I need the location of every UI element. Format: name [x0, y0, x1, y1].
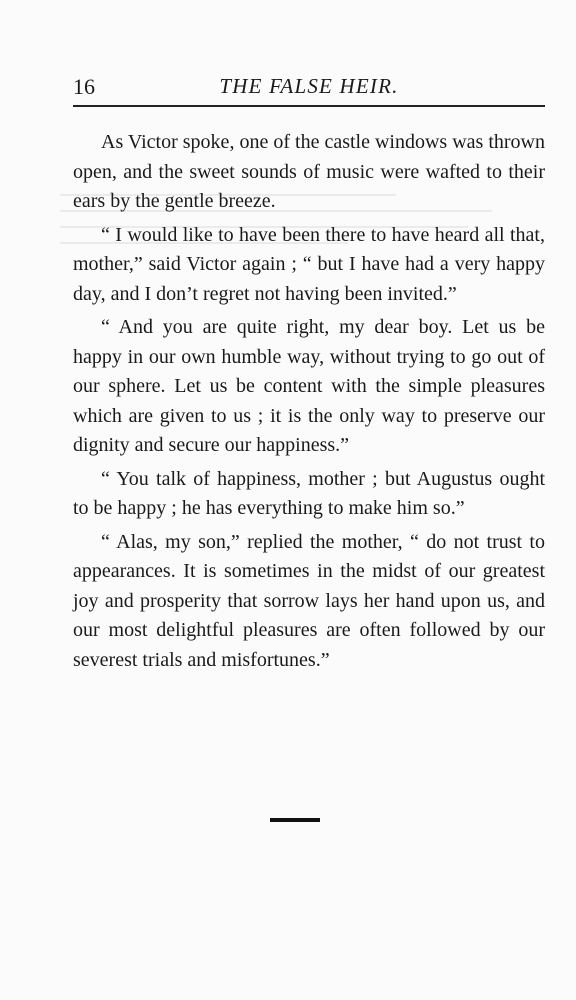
body-text — [73, 128, 545, 679]
header-rule — [73, 105, 545, 107]
paragraph: “ I would like to have been there to have heard all that, mother,” said Victor again ; “ but I have had a very happy day, and I don’t regret not having been invited.” — [73, 223, 545, 305]
running-title: THE FALSE HEIR. — [219, 74, 399, 98]
paragraph: “ And you are quite right, my dear boy. Let us be happy in our own humble way, without trying to go out of our sphere. Let us be content with the simple pleasures which are given to us ; it is the only way to preserve our dignity and secure our happiness.” — [73, 316, 545, 456]
paragraph: As Victor spoke, one of the castle windows was thrown open, and the sweet sounds of music were wafted to their ears by the gentle breeze. — [73, 131, 545, 212]
paragraph: “ Alas, my son,” replied the mother, “ do not trust to appearances. It is sometimes in the midst of our greatest joy and prosperity that sorrow lays her hand upon us, and our most delightful pleasures are often followed by our severest trials and misfortunes.” — [73, 530, 545, 671]
page-number: 16 — [73, 74, 95, 99]
section-end-rule — [270, 818, 320, 822]
page-header — [73, 74, 545, 106]
paragraph: “ You talk of happiness, mother ; but Augustus ought to be happy ; he has everything to make him so.” — [73, 467, 545, 519]
